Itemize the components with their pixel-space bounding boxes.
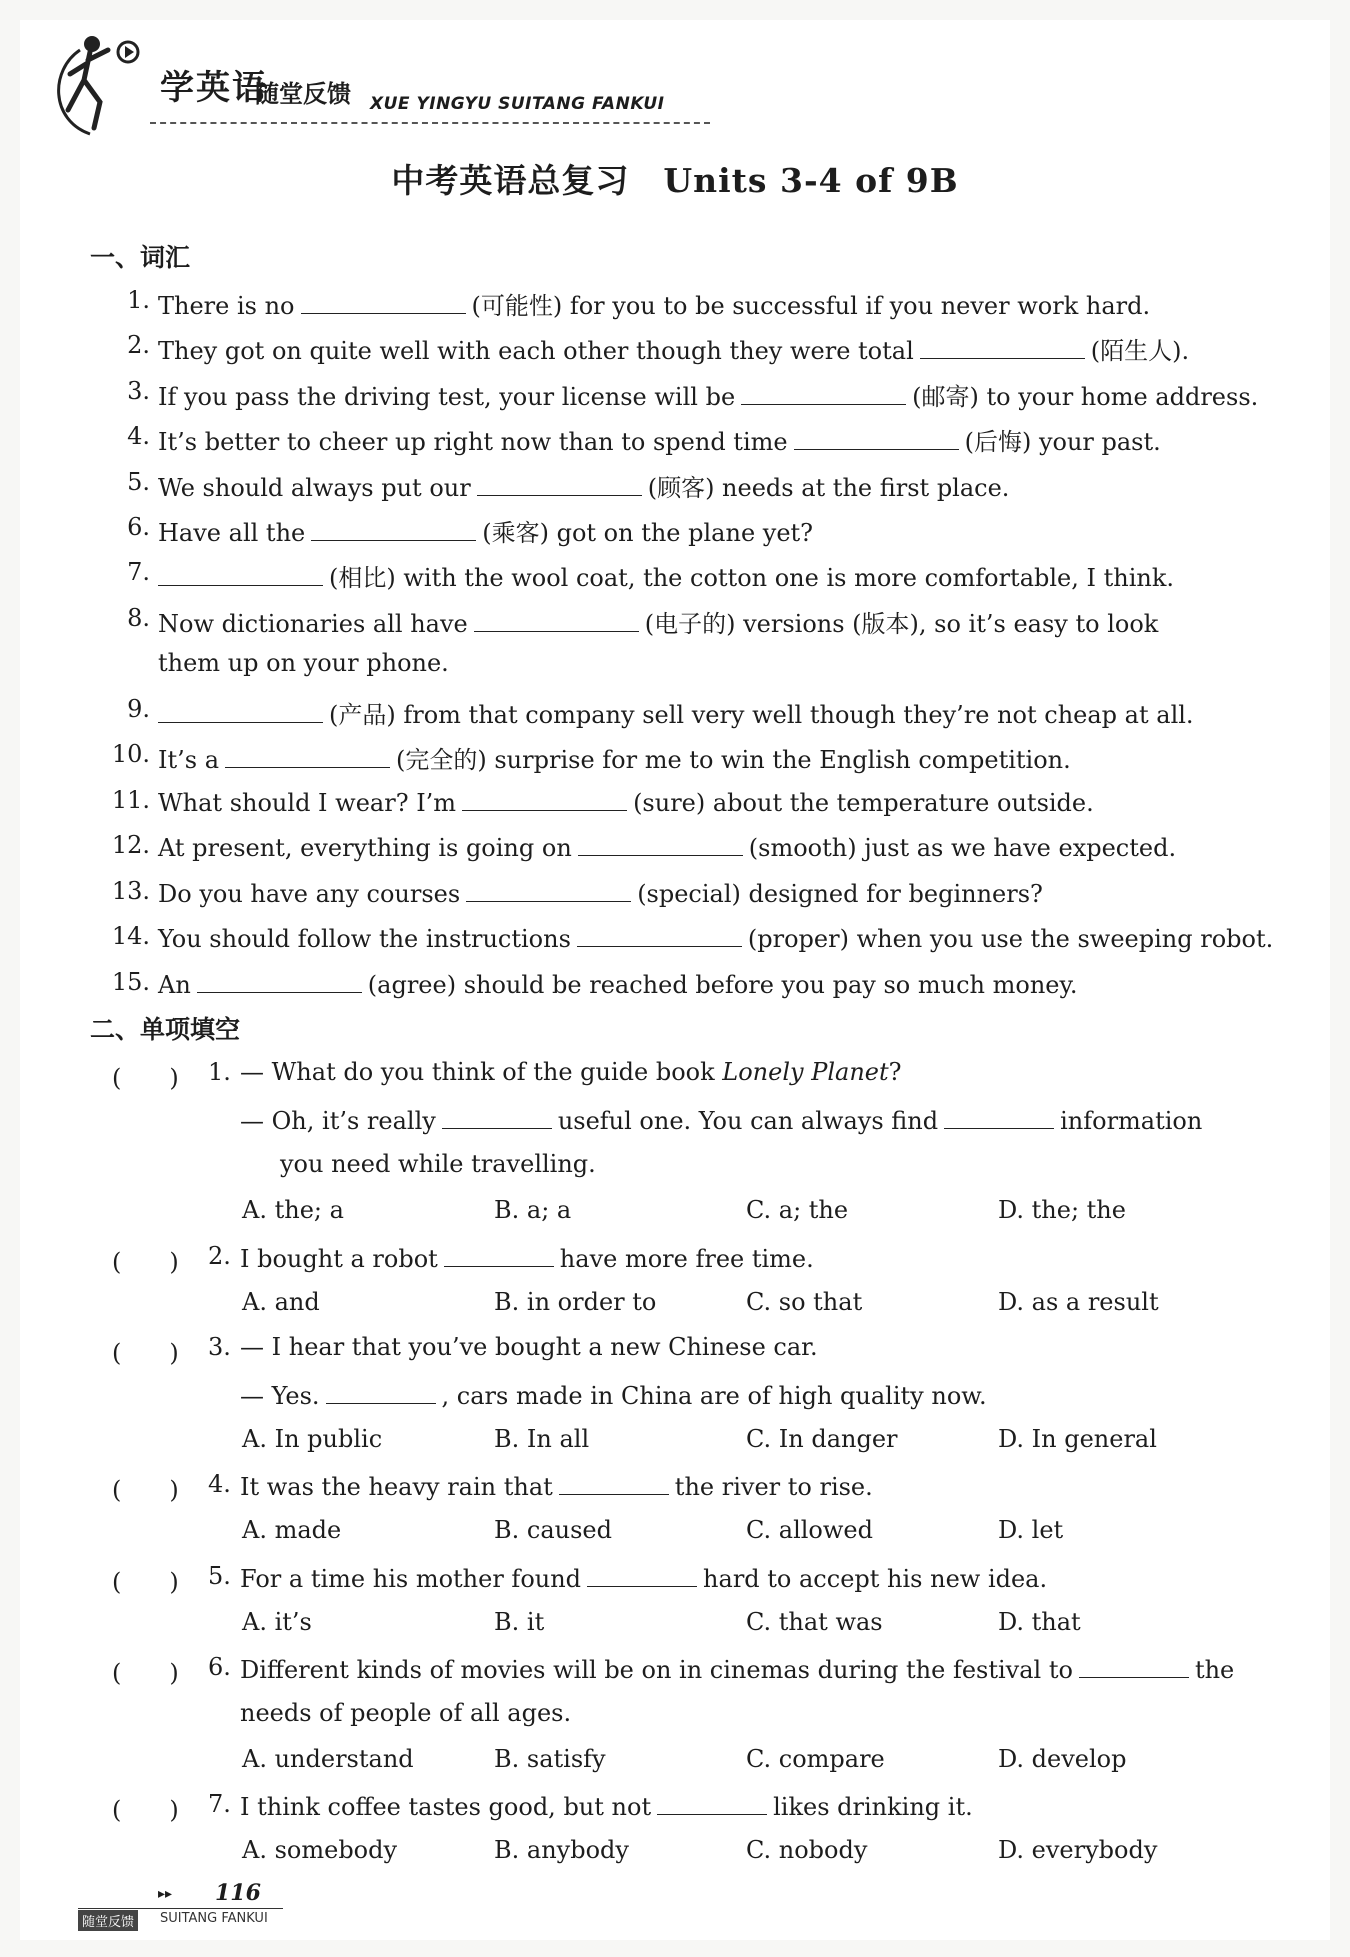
answer-blank[interactable] (657, 1790, 767, 1815)
answer-blank[interactable] (326, 1379, 436, 1404)
option-d[interactable]: D. everybody (998, 1836, 1158, 1864)
item-number: 14. (111, 922, 150, 950)
question-number: 2. (208, 1242, 231, 1270)
option-b[interactable]: B. In all (494, 1425, 590, 1453)
item-number: 11. (111, 786, 150, 814)
option-c[interactable]: C. compare (746, 1745, 885, 1773)
option-c[interactable]: C. a; the (746, 1196, 849, 1224)
option-c[interactable]: C. allowed (746, 1516, 873, 1544)
answer-blank[interactable] (197, 968, 362, 993)
answer-paren[interactable]: ( ) (112, 1476, 179, 1504)
question-number: 6. (208, 1653, 231, 1681)
answer-blank[interactable] (920, 334, 1085, 359)
answer-paren[interactable]: ( ) (112, 1248, 179, 1276)
option-a[interactable]: A. somebody (242, 1836, 398, 1864)
option-d[interactable]: D. the; the (998, 1196, 1126, 1224)
brand-title: 学英语 (160, 68, 268, 108)
page-title: 中考英语总复习 Units 3-4 of 9B (391, 161, 959, 200)
answer-blank[interactable] (578, 831, 743, 856)
question-text: needs of people of all ages. (240, 1699, 572, 1727)
option-d[interactable]: D. let (998, 1516, 1064, 1544)
item-number: 4. (127, 422, 150, 450)
option-b[interactable]: B. it (494, 1608, 545, 1636)
answer-blank[interactable] (559, 1470, 669, 1495)
question-number: 3. (208, 1333, 231, 1361)
answer-blank[interactable] (444, 1242, 554, 1267)
question-number: 7. (208, 1790, 231, 1818)
item-text: (产品) from that company sell very well though they’re not cheap at all. (158, 695, 1194, 730)
option-a[interactable]: A. In public (242, 1425, 383, 1453)
answer-paren[interactable]: ( ) (112, 1568, 179, 1596)
option-d[interactable]: D. as a result (998, 1288, 1159, 1316)
page-number: 116 (215, 1880, 261, 1906)
item-text: If you pass the driving test, your license will be (邮寄) to your home address. (158, 377, 1258, 412)
footer-divider (78, 1908, 283, 1909)
answer-blank[interactable] (577, 922, 742, 947)
option-b[interactable]: B. anybody (494, 1836, 629, 1864)
item-number: 1. (127, 286, 150, 314)
question-number: 1. (208, 1058, 231, 1086)
answer-blank[interactable] (158, 698, 323, 723)
question-text: For a time his mother found hard to accept his new idea. (240, 1562, 1047, 1593)
question-text: Different kinds of movies will be on in cinemas during the festival to the (240, 1653, 1234, 1684)
answer-blank[interactable] (225, 743, 390, 768)
option-b[interactable]: B. a; a (494, 1196, 572, 1224)
item-text: An (agree) should be reached before you pay so much money. (158, 968, 1077, 999)
answer-blank[interactable] (741, 380, 906, 405)
item-text: It’s better to cheer up right now than to spend time (后悔) your past. (158, 422, 1161, 457)
option-a[interactable]: A. understand (242, 1745, 414, 1773)
option-c[interactable]: C. In danger (746, 1425, 898, 1453)
question-text: I bought a robot have more free time. (240, 1242, 814, 1273)
brand-pinyin: XUE YINGYU SUITANG FANKUI (370, 94, 665, 114)
answer-blank[interactable] (301, 289, 466, 314)
option-b[interactable]: B. in order to (494, 1288, 657, 1316)
item-number: 10. (111, 740, 150, 768)
question-text: I think coffee tastes good, but not likes drinking it. (240, 1790, 973, 1821)
option-d[interactable]: D. In general (998, 1425, 1157, 1453)
answer-blank[interactable] (1079, 1653, 1189, 1678)
question-text: — What do you think of the guide book Lonely Planet? (240, 1058, 902, 1086)
option-c[interactable]: C. nobody (746, 1836, 868, 1864)
answer-blank[interactable] (587, 1562, 697, 1587)
item-text: (相比) with the wool coat, the cotton one is more comfortable, I think. (158, 558, 1174, 593)
item-number: 5. (127, 468, 150, 496)
option-b[interactable]: B. satisfy (494, 1745, 606, 1773)
item-text: There is no (可能性) for you to be successful if you never work hard. (158, 286, 1150, 321)
answer-blank[interactable] (158, 561, 323, 586)
item-text: You should follow the instructions (proper) when you use the sweeping robot. (158, 922, 1273, 953)
header-divider (150, 122, 710, 124)
item-number: 6. (127, 513, 150, 541)
option-b[interactable]: B. caused (494, 1516, 612, 1544)
question-text: It was the heavy rain that the river to rise. (240, 1470, 873, 1501)
item-text: They got on quite well with each other though they were total (陌生人). (158, 331, 1189, 366)
option-c[interactable]: C. so that (746, 1288, 863, 1316)
option-a[interactable]: A. and (242, 1288, 320, 1316)
item-number: 2. (127, 331, 150, 359)
question-number: 4. (208, 1470, 231, 1498)
question-number: 5. (208, 1562, 231, 1590)
answer-blank[interactable] (794, 425, 959, 450)
item-number: 8. (127, 604, 150, 632)
brand-subtitle: 随堂反馈 (255, 80, 351, 108)
answer-paren[interactable]: ( ) (112, 1659, 179, 1687)
footer-arrow-icon: ▸▸ (158, 1886, 173, 1902)
item-text: Now dictionaries all have (电子的) versions (版本), so it’s easy to look (158, 604, 1158, 639)
question-text: — Oh, it’s really useful one. You can always find information (240, 1104, 1202, 1135)
item-text: Have all the (乘客) got on the plane yet? (158, 513, 813, 548)
item-number: 3. (127, 377, 150, 405)
item-number: 13. (111, 877, 150, 905)
item-number: 12. (111, 831, 150, 859)
answer-blank[interactable] (466, 877, 631, 902)
option-a[interactable]: A. it’s (242, 1608, 312, 1636)
question-text: you need while travelling. (280, 1150, 596, 1178)
question-text: — I hear that you’ve bought a new Chinese car. (240, 1333, 818, 1361)
item-number: 15. (111, 968, 150, 996)
answer-paren[interactable]: ( ) (112, 1796, 179, 1824)
item-number: 9. (127, 695, 150, 723)
section-vocabulary-heading: 一、词汇 (90, 243, 191, 272)
item-text: It’s a (完全的) surprise for me to win the English competition. (158, 740, 1071, 775)
answer-blank[interactable] (474, 607, 639, 632)
answer-blank[interactable] (311, 516, 476, 541)
item-text: At present, everything is going on (smooth) just as we have expected. (158, 831, 1176, 862)
footer-text: SUITANG FANKUI (160, 1911, 268, 1926)
option-a[interactable]: A. the; a (242, 1196, 344, 1224)
answer-blank[interactable] (462, 786, 627, 811)
item-text: Do you have any courses (special) designed for beginners? (158, 877, 1043, 908)
question-text: — Yes. , cars made in China are of high quality now. (240, 1379, 987, 1410)
answer-paren[interactable]: ( ) (112, 1064, 179, 1092)
option-c[interactable]: C. that was (746, 1608, 883, 1636)
item-text-continued: them up on your phone. (158, 649, 449, 677)
item-text: What should I wear? I’m (sure) about the temperature outside. (158, 786, 1094, 817)
item-number: 7. (127, 558, 150, 586)
header-logo (50, 30, 690, 140)
footer-badge: 随堂反馈 (78, 1910, 138, 1931)
answer-paren[interactable]: ( ) (112, 1339, 179, 1367)
item-text: We should always put our (顾客) needs at the first place. (158, 468, 1009, 503)
answer-blank[interactable] (442, 1104, 552, 1129)
answer-blank[interactable] (477, 471, 642, 496)
option-d[interactable]: D. develop (998, 1745, 1127, 1773)
option-d[interactable]: D. that (998, 1608, 1081, 1636)
section-choice-heading: 二、单项填空 (90, 1015, 241, 1044)
answer-blank[interactable] (944, 1104, 1054, 1129)
option-a[interactable]: A. made (242, 1516, 342, 1544)
